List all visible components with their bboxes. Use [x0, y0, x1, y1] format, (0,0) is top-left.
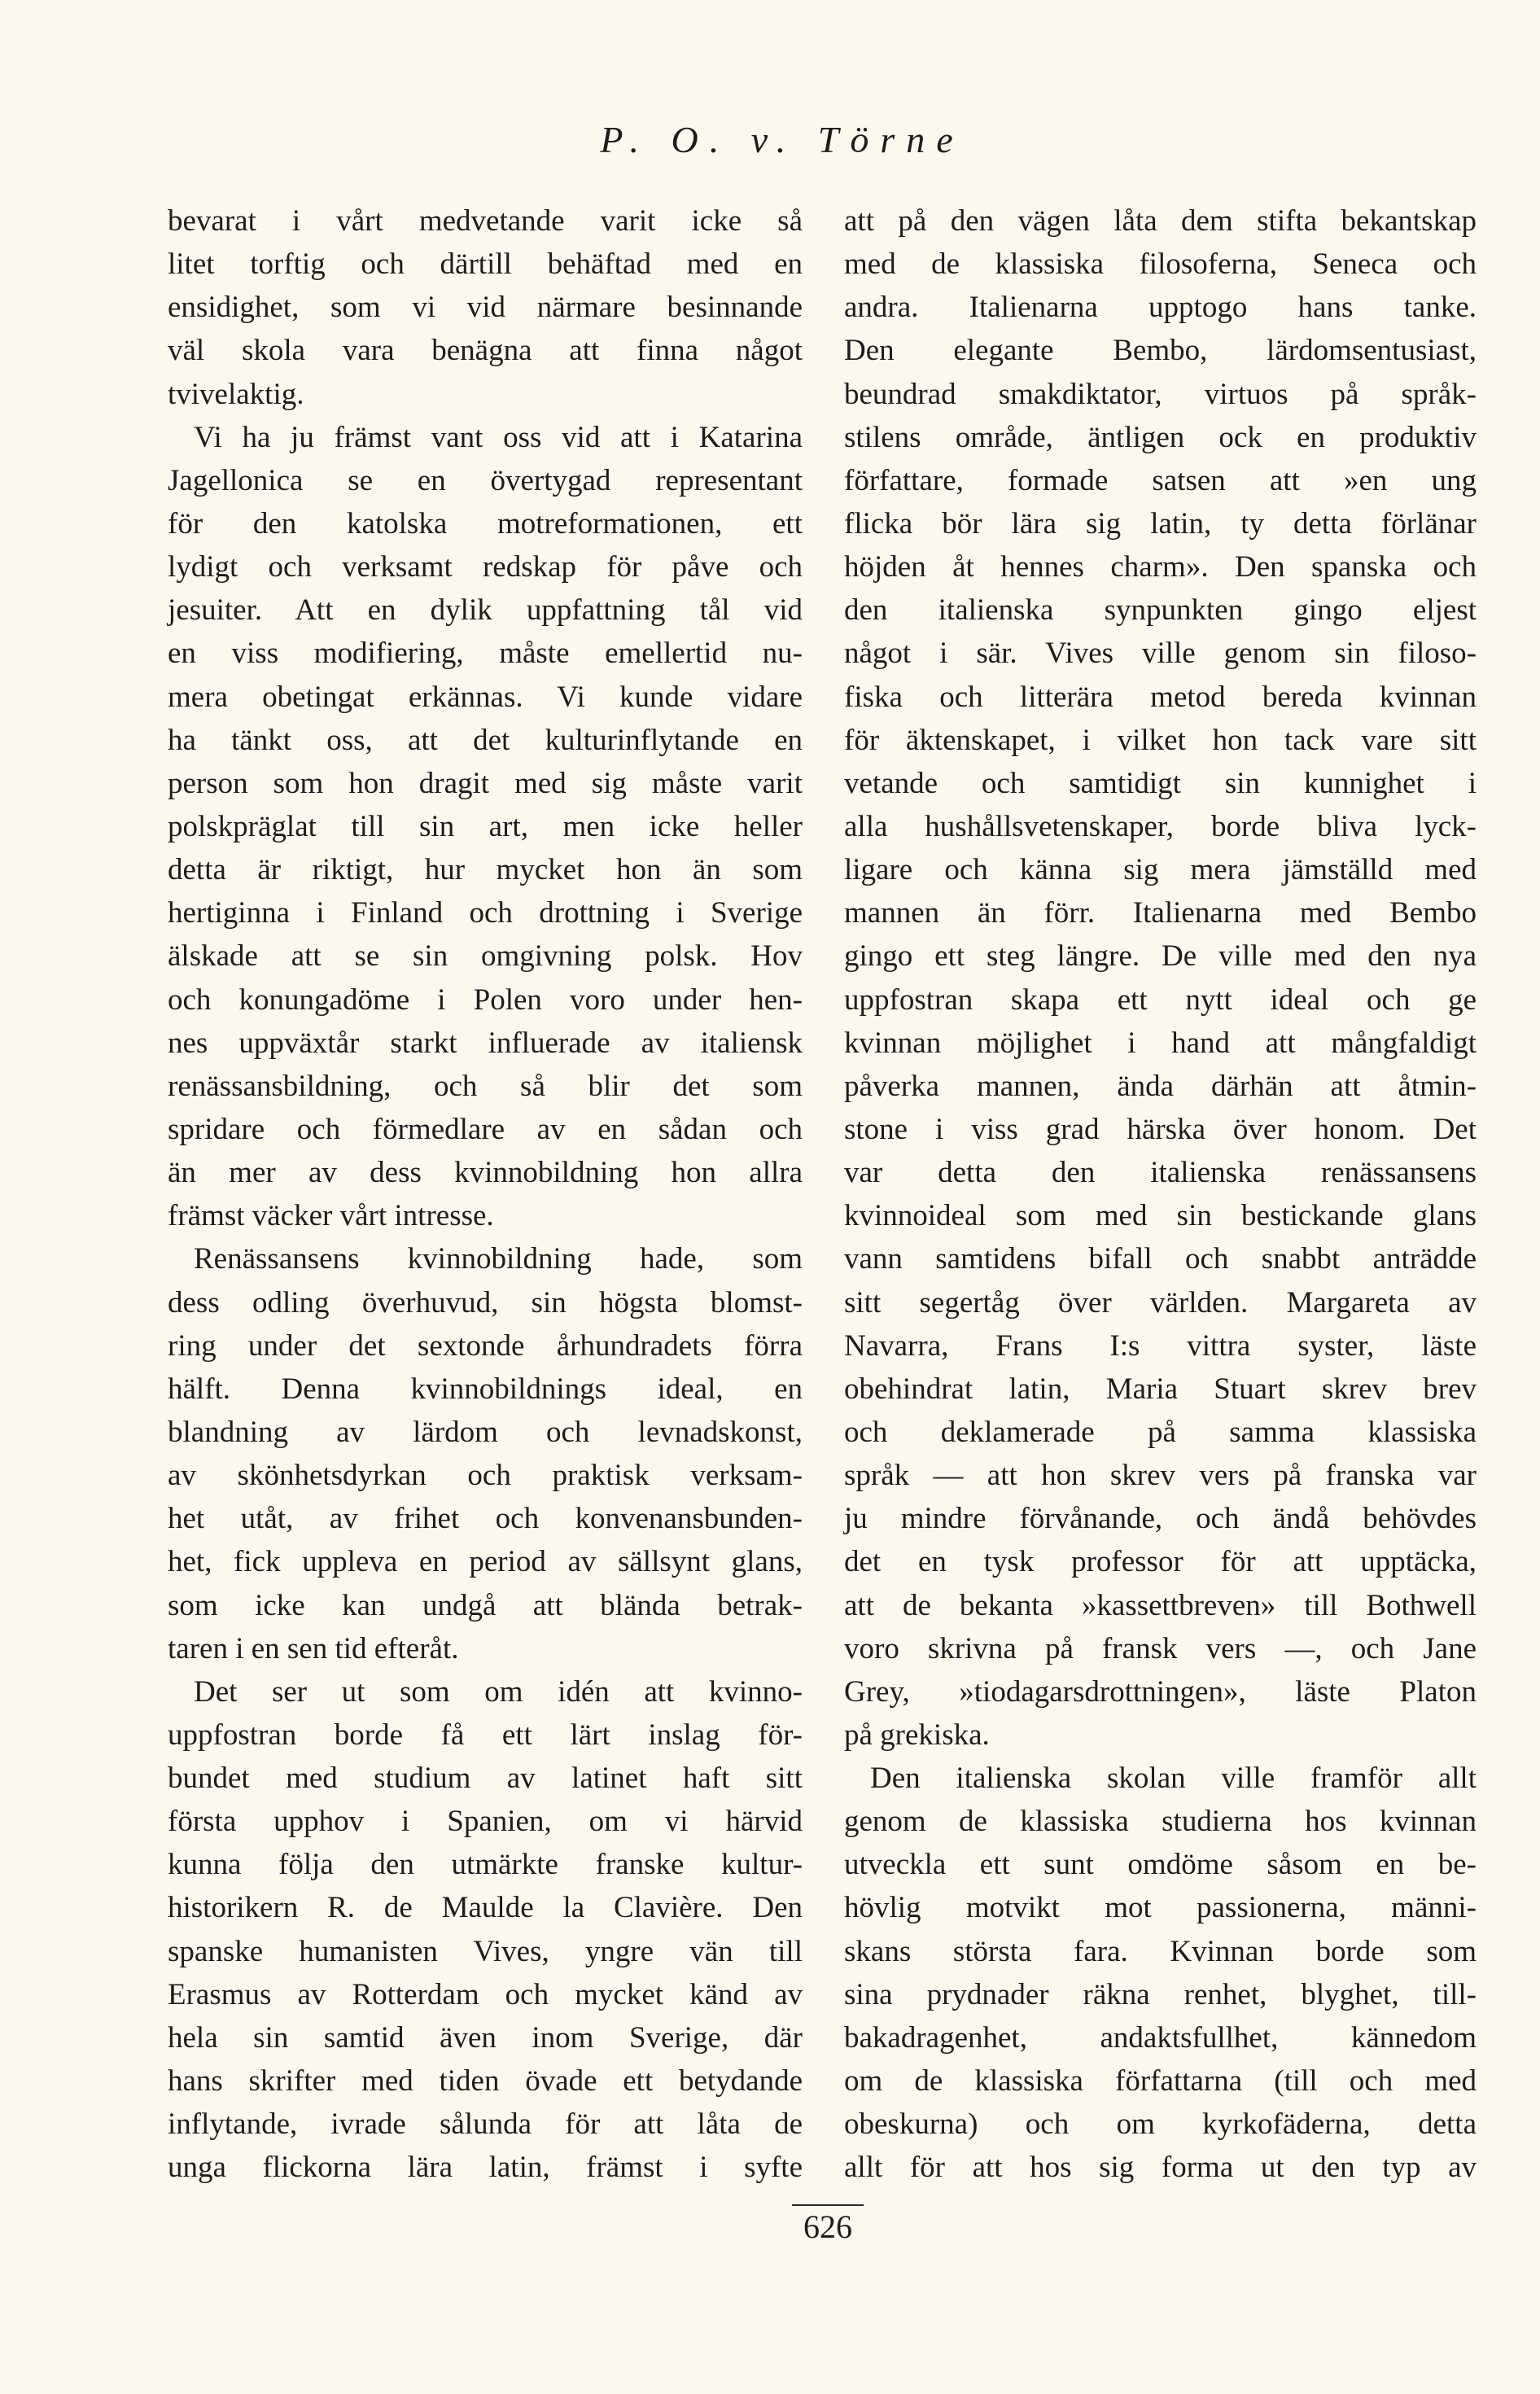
text-line: Det ser ut som om idén att kvinno-: [194, 1674, 803, 1709]
text-line: renässansbildning, och så blir det som: [168, 1069, 803, 1103]
text-line: med de klassiska filosoferna, Seneca och: [844, 247, 1477, 282]
text-line: dess odling överhuvud, sin högsta blomst-: [168, 1285, 803, 1320]
text-line: Vi ha ju främst vant oss vid att i Katarina: [194, 420, 803, 454]
text-line: hertiginna i Finland och drottning i Sverige: [168, 896, 803, 930]
text-line: spanske humanisten Vives, yngre vän till: [168, 1934, 803, 1968]
text-line: mera obetingat erkännas. Vi kunde vidare: [168, 680, 803, 714]
text-line: Jagellonica se en övertygad representant: [168, 463, 803, 497]
text-line: het utåt, av frihet och konvenansbunden-: [168, 1502, 803, 1536]
right-column: [844, 199, 1477, 2189]
text-line: tvivelaktig.: [168, 377, 304, 411]
text-line: ha tänkt oss, att det kulturinflytande en: [168, 723, 803, 757]
text-line: voro skrivna på fransk vers —, och Jane: [844, 1631, 1477, 1665]
text-line: polskpräglat till sin art, men icke heller: [168, 809, 803, 843]
page-number: 626: [792, 2204, 864, 2247]
text-line: vetande och samtidigt sin kunnighet i: [844, 766, 1477, 800]
text-line: Grey, »tiodagarsdrottningen», läste Platon: [844, 1674, 1477, 1709]
text-line: stilens område, äntligen ock en produktiv: [844, 420, 1477, 454]
text-line: om de klassiska författarna (till och med: [844, 2064, 1477, 2099]
text-line: fiska och litterära metod bereda kvinnan: [844, 680, 1477, 714]
text-line: skans största fara. Kvinnan borde som: [844, 1934, 1477, 1968]
text-line: bundet med studium av latinet haft sitt: [168, 1762, 803, 1796]
text-line: mannen än förr. Italienarna med Bembo: [844, 896, 1477, 930]
text-line: för äktenskapet, i vilket hon tack vare sitt: [844, 723, 1477, 757]
text-line: att de bekanta »kassettbreven» till Bothwell: [844, 1588, 1477, 1622]
text-line: allt för att hos sig forma ut den typ av: [844, 2151, 1477, 2185]
text-line: hans skrifter med tiden övade ett betydande: [168, 2064, 803, 2099]
text-line: väl skola vara benägna att finna något: [168, 334, 803, 368]
running-header: P. O. v. Törne: [600, 119, 965, 160]
text-line: sina prydnader räkna renhet, blyghet, till-: [844, 1977, 1477, 2011]
text-line: litet torftig och därtill behäftad med en: [168, 247, 803, 282]
text-line: språk — att hon skrev vers på franska var: [844, 1459, 1477, 1493]
text-line: påverka mannen, ända därhän att åtmin-: [844, 1069, 1477, 1103]
text-line: obeskurna) och om kyrkofäderna, detta: [844, 2107, 1477, 2142]
text-line: inflytande, ivrade sålunda för att låta de: [168, 2107, 803, 2142]
text-line: nes uppväxtår starkt influerade av italiensk: [168, 1026, 803, 1060]
text-line: obehindrat latin, Maria Stuart skrev brev: [844, 1372, 1477, 1406]
text-line: ring under det sextonde århundradets förra: [168, 1328, 803, 1363]
text-line: som icke kan undgå att blända betrak-: [168, 1588, 803, 1622]
text-line: kvinnoideal som med sin bestickande glans: [844, 1199, 1477, 1233]
text-line: het, fick uppleva en period av sällsynt glans,: [168, 1545, 803, 1579]
text-line: person som hon dragit med sig måste varit: [168, 766, 803, 800]
text-line: hövlig motvikt mot passionerna, männi-: [844, 1891, 1477, 1925]
text-line: ligare och känna sig mera jämställd med: [844, 853, 1477, 887]
text-line: första upphov i Spanien, om vi härvid: [168, 1805, 803, 1839]
text-line: och deklamerade på samma klassiska: [844, 1415, 1477, 1449]
text-line: Den elegante Bembo, lärdomsentusiast,: [844, 334, 1477, 368]
text-line: av skönhetsdyrkan och praktisk verksam-: [168, 1459, 803, 1493]
text-line: alla hushållsvetenskaper, borde bliva lyck-: [844, 809, 1477, 843]
text-line: sitt segertåg över världen. Margareta av: [844, 1285, 1477, 1320]
text-line: bevarat i vårt medvetande varit icke så: [168, 204, 803, 238]
text-line: Erasmus av Rotterdam och mycket känd av: [168, 1977, 803, 2011]
text-line: älskade att se sin omgivning polsk. Hov: [168, 939, 803, 974]
text-line: ensidighet, som vi vid närmare besinnande: [168, 291, 803, 325]
text-line: andra. Italienarna upptogo hans tanke.: [844, 291, 1477, 325]
text-line: spridare och förmedlare av en sådan och: [168, 1112, 803, 1146]
text-line: att på den vägen låta dem stifta bekantskap: [844, 204, 1477, 238]
text-line: höjden åt hennes charm». Den spanska och: [844, 550, 1477, 584]
text-line: Den italienska skolan ville framför allt: [870, 1762, 1477, 1796]
text-line: lydigt och verksamt redskap för påve och: [168, 550, 803, 584]
text-line: detta är riktigt, hur mycket hon än som: [168, 853, 803, 887]
text-line: ju mindre förvånande, och ändå behövdes: [844, 1502, 1477, 1536]
text-line: en viss modifiering, måste emellertid nu-: [168, 637, 803, 671]
text-line: och konungadöme i Polen voro under hen-: [168, 983, 803, 1017]
text-line: hela sin samtid även inom Sverige, där: [168, 2020, 803, 2055]
text-line: taren i en sen tid efteråt.: [168, 1631, 459, 1665]
text-line: var detta den italienska renässansens: [844, 1156, 1477, 1190]
text-line: beundrad smakdiktator, virtuos på språk-: [844, 377, 1477, 411]
text-line: på grekiska.: [844, 1718, 990, 1752]
text-line: uppfostran borde få ett lärt inslag för-: [168, 1718, 803, 1752]
text-line: kunna följa den utmärkte franske kultur-: [168, 1848, 803, 1882]
text-line: hälft. Denna kvinnobildnings ideal, en: [168, 1372, 803, 1406]
text-line: unga flickorna lära latin, främst i syfte: [168, 2151, 803, 2185]
text-line: det en tysk professor för att upptäcka,: [844, 1545, 1477, 1579]
text-line: genom de klassiska studierna hos kvinnan: [844, 1805, 1477, 1839]
text-line: för den katolska motreformationen, ett: [168, 506, 803, 541]
left-column: [168, 199, 803, 2189]
text-line: författare, formade satsen att »en ung: [844, 463, 1477, 497]
text-line: bakadragenhet, andaktsfullhet, kännedom: [844, 2020, 1477, 2055]
text-line: kvinnan möjlighet i hand att mångfaldigt: [844, 1026, 1477, 1060]
text-line: stone i viss grad härska över honom. Det: [844, 1112, 1477, 1146]
text-line: flicka bör lära sig latin, ty detta förlänar: [844, 506, 1477, 541]
text-line: den italienska synpunkten gingo eljest: [844, 593, 1477, 628]
text-line: utveckla ett sunt omdöme såsom en be-: [844, 1848, 1477, 1882]
text-line: vann samtidens bifall och snabbt anträdde: [844, 1242, 1477, 1276]
text-line: uppfostran skapa ett nytt ideal och ge: [844, 983, 1477, 1017]
text-line: blandning av lärdom och levnadskonst,: [168, 1415, 803, 1449]
text-line: gingo ett steg längre. De ville med den nya: [844, 939, 1477, 974]
text-line: jesuiter. Att en dylik uppfattning tål vid: [168, 593, 803, 628]
text-line: Renässansens kvinnobildning hade, som: [194, 1242, 803, 1276]
text-line: historikern R. de Maulde la Clavière. Den: [168, 1891, 803, 1925]
text-line: främst väcker vårt intresse.: [168, 1199, 494, 1233]
text-line: något i sär. Vives ville genom sin filoso-: [844, 637, 1477, 671]
text-line: Navarra, Frans I:s vittra syster, läste: [844, 1328, 1477, 1363]
text-line: än mer av dess kvinnobildning hon allra: [168, 1156, 803, 1190]
